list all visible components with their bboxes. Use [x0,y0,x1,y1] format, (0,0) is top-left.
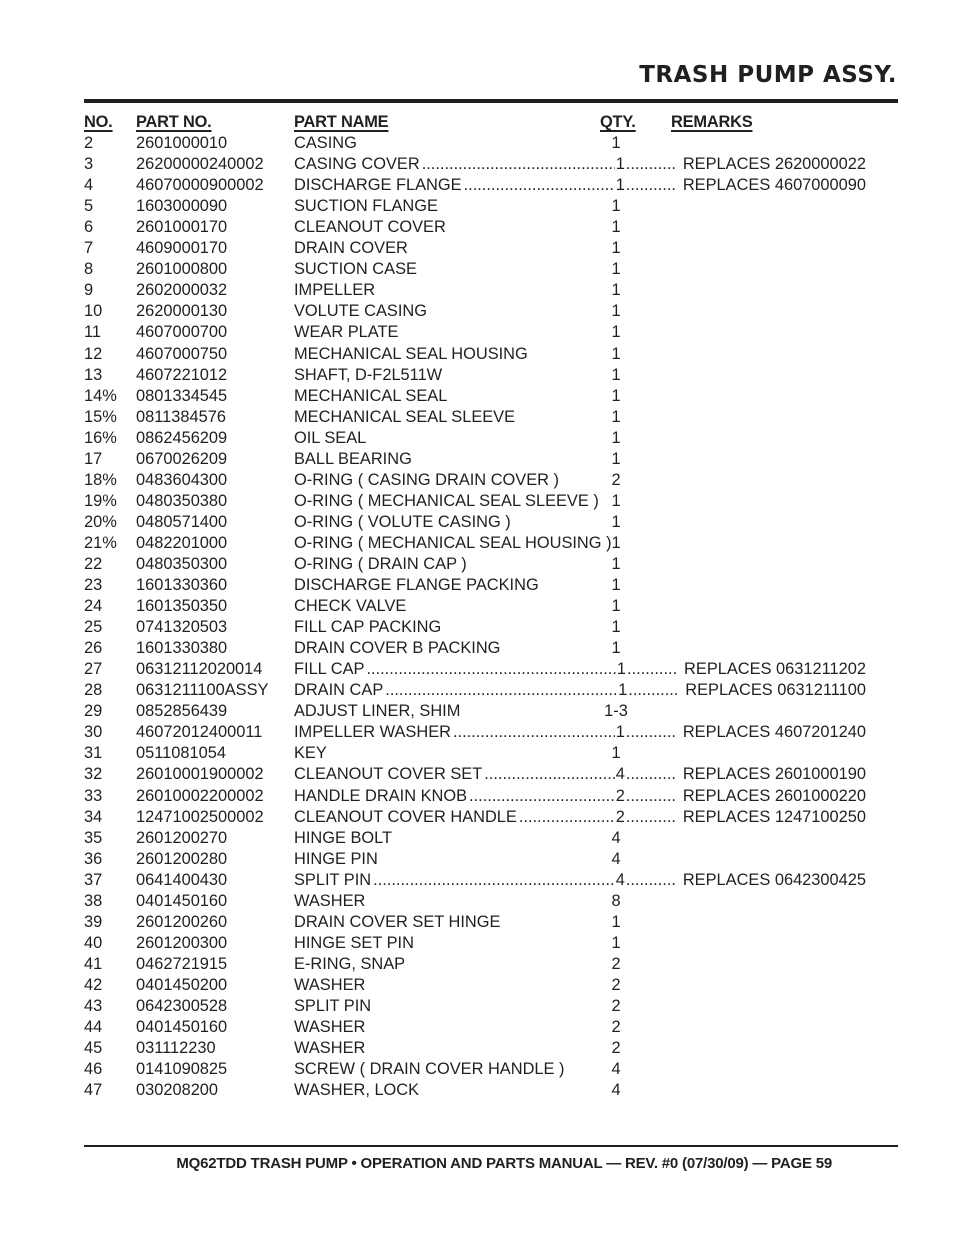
part-name: SHAFT, D-F2L511W [294,365,443,384]
quantity: 2 [611,1039,621,1058]
part-name: O-RING ( DRAIN CAP ) [294,554,467,573]
part-number: 26010001900002 [136,765,264,784]
table-row [84,386,864,407]
table-row [84,470,864,491]
table-row [84,322,864,343]
remarks: REPLACES 4607000090 [682,176,866,195]
item-number: 34 [84,807,103,826]
part-name: ADJUST LINER, SHIM [294,702,461,721]
part-number: 06312112020014 [136,660,263,679]
quantity: 1 [611,491,621,510]
table-row [84,407,864,428]
remarks: REPLACES 2620000022 [682,155,866,174]
quantity: 1 [611,533,621,552]
item-number: 26 [84,639,103,658]
table-row [84,449,864,470]
item-number: 45 [84,1039,103,1058]
item-number: 4 [84,176,94,195]
part-number: 2601000800 [136,260,228,279]
quantity: 1 [611,618,621,637]
quantity: 4 [615,765,625,784]
part-name: HINGE BOLT [294,828,393,847]
part-number: 2620000130 [136,302,228,321]
table-row [84,259,864,280]
part-name: DRAIN CAP [294,681,384,700]
part-name: O-RING ( MECHANICAL SEAL HOUSING ) [294,533,612,552]
part-number: 0480350380 [136,491,228,510]
quantity: 1 [611,365,621,384]
part-number: 1601330380 [136,639,228,658]
dot-leader [626,722,677,743]
quantity: 1 [611,576,621,595]
column-header-part-no: PART NO. [136,113,212,131]
item-number: 30 [84,723,103,742]
table-row [84,870,864,891]
item-number: 37 [84,870,103,889]
part-line-with-remarks [294,786,866,807]
item-number: 41 [84,954,103,973]
item-number: 7 [84,239,94,258]
part-number: 0670026209 [136,449,228,468]
table-row [84,680,864,701]
item-number: 46 [84,1060,103,1079]
item-number: 20% [84,512,117,531]
part-line-with-remarks [294,680,866,701]
part-name: DRAIN COVER B PACKING [294,639,501,658]
part-name: SUCTION CASE [294,260,417,279]
quantity: 4 [611,849,621,868]
dot-leader [519,807,615,828]
item-number: 10 [84,302,103,321]
item-number: 2 [84,134,94,153]
part-name: O-RING ( CASING DRAIN COVER ) [294,470,559,489]
remarks: REPLACES 1247100250 [682,807,866,826]
part-number: 2601200270 [136,828,228,847]
quantity: 2 [615,786,625,805]
remarks: REPLACES 2601000190 [682,765,866,784]
part-name: O-RING ( MECHANICAL SEAL SLEEVE ) [294,491,599,510]
remarks: REPLACES 0631211100 [685,681,866,700]
table-row [84,238,864,259]
table-row [84,912,864,933]
dot-leader [628,680,679,701]
quantity: 4 [615,870,625,889]
part-number: 12471002500002 [136,807,264,826]
part-name: CASING COVER [294,155,420,174]
part-name: HINGE SET PIN [294,933,414,952]
part-line-with-remarks [294,175,866,196]
quantity: 2 [615,807,625,826]
quantity: 4 [611,828,621,847]
remarks: REPLACES 4607201240 [682,723,866,742]
part-number: 0480571400 [136,512,228,531]
part-number: 0811384576 [136,407,226,426]
quantity: 4 [611,1081,621,1100]
item-number: 33 [84,786,103,805]
table-row [84,301,864,322]
item-number: 25 [84,618,103,637]
dot-leader [373,870,615,891]
table-row [84,596,864,617]
item-number: 32 [84,765,103,784]
part-name: SCREW ( DRAIN COVER HANDLE ) [294,1060,565,1079]
part-name: WASHER [294,1018,366,1037]
item-number: 19% [84,491,117,510]
table-row [84,491,864,512]
parts-list-table [84,112,864,1101]
table-row [84,196,864,217]
quantity: 8 [611,891,621,910]
part-name: VOLUTE CASING [294,302,427,321]
dot-leader [626,807,677,828]
footer-divider [84,1145,898,1147]
item-number: 35 [84,828,103,847]
part-number: 0462721915 [136,954,228,973]
quantity: 1 [611,197,621,216]
table-row [84,617,864,638]
table-row [84,1038,864,1059]
part-name: WEAR PLATE [294,323,399,342]
dot-leader [464,175,615,196]
part-number: 0483604300 [136,470,228,489]
part-name: SUCTION FLANGE [294,197,438,216]
table-row [84,1017,864,1038]
part-number: 0641400430 [136,870,228,889]
dot-leader [626,764,677,785]
item-number: 28 [84,681,103,700]
part-name: WASHER [294,891,366,910]
table-row [84,554,864,575]
part-name: CLEANOUT COVER [294,218,446,237]
part-number: 2601200260 [136,912,228,931]
quantity: 2 [611,1018,621,1037]
table-row [84,133,864,154]
part-line-with-remarks [294,154,866,175]
table-header-row [84,112,864,133]
dot-leader [422,154,615,175]
part-name: CHECK VALVE [294,597,407,616]
part-number: 2602000032 [136,281,228,300]
item-number: 14% [84,386,117,405]
part-number: 1601330360 [136,576,228,595]
quantity: 1 [615,155,625,174]
quantity: 4 [611,1060,621,1079]
item-number: 31 [84,744,103,763]
item-number: 23 [84,576,103,595]
quantity: 2 [611,470,621,489]
part-number: 0511081054 [136,744,226,763]
quantity: 1 [611,933,621,952]
part-name: MECHANICAL SEAL [294,386,448,405]
table-row [84,743,864,764]
table-body [84,133,864,1101]
quantity: 1 [611,344,621,363]
quantity: 2 [611,954,621,973]
part-name: WASHER, LOCK [294,1081,420,1100]
part-name: WASHER [294,975,366,994]
dot-leader [366,659,615,680]
table-row [84,175,864,196]
part-number: 2601200300 [136,933,228,952]
part-name: FILL CAP [294,660,365,679]
part-name: BALL BEARING [294,449,412,468]
item-number: 29 [84,702,103,721]
item-number: 13 [84,365,103,384]
part-number: 2601200280 [136,849,228,868]
quantity: 1 [611,449,621,468]
part-name: HANDLE DRAIN KNOB [294,786,468,805]
table-row [84,975,864,996]
part-line-with-remarks [294,722,866,743]
table-row [84,280,864,301]
part-number: 0862456209 [136,428,228,447]
quantity: 1 [611,407,621,426]
table-row [84,365,864,386]
quantity: 1 [615,723,625,742]
quantity: 1 [611,428,621,447]
part-name: O-RING ( VOLUTE CASING ) [294,512,511,531]
table-row [84,512,864,533]
part-number: 0642300528 [136,996,228,1015]
item-number: 5 [84,197,94,216]
part-number: 0401450160 [136,891,228,910]
part-line-with-remarks [294,764,866,785]
part-name: CASING [294,134,357,153]
part-name: E-RING, SNAP [294,954,406,973]
column-header-remarks: REMARKS [671,113,753,131]
column-header-part-name: PART NAME [294,113,389,131]
table-row [84,344,864,365]
part-number: 0631211100ASSY [136,681,269,700]
part-number: 0141090825 [136,1060,228,1079]
part-name: SPLIT PIN [294,870,372,889]
dot-leader [469,786,615,807]
quantity: 1 [618,681,628,700]
table-row [84,786,864,807]
part-number: 030208200 [136,1081,219,1100]
part-name: IMPELLER WASHER [294,723,451,742]
part-name: MECHANICAL SEAL HOUSING [294,344,528,363]
quantity: 1 [611,239,621,258]
page-title: TRASH PUMP ASSY. [639,62,897,88]
part-number: 1603000090 [136,197,228,216]
table-row [84,807,864,828]
quantity: 1 [611,218,621,237]
item-number: 8 [84,260,94,279]
quantity: 1 [611,386,621,405]
dot-leader [626,175,677,196]
table-row [84,891,864,912]
part-number: 1601350350 [136,597,228,616]
table-row [84,764,864,785]
quantity: 1 [611,323,621,342]
part-name: DISCHARGE FLANGE PACKING [294,576,539,595]
quantity: 1 [611,260,621,279]
part-number: 26200000240002 [136,155,264,174]
part-number: 26010002200002 [136,786,264,805]
quantity: 1 [611,302,621,321]
quantity: 1 [615,176,625,195]
part-name: KEY [294,744,327,763]
table-row [84,428,864,449]
table-row [84,849,864,870]
part-name: DRAIN COVER SET HINGE [294,912,501,931]
item-number: 36 [84,849,103,868]
part-number: 0401450200 [136,975,228,994]
dot-leader [626,870,677,891]
table-row [84,828,864,849]
remarks: REPLACES 0631211202 [684,660,866,679]
table-row [84,1080,864,1101]
part-number: 0401450160 [136,1018,228,1037]
table-row [84,154,864,175]
item-number: 11 [84,323,102,342]
item-number: 38 [84,891,103,910]
part-number: 0852856439 [136,702,228,721]
item-number: 43 [84,996,103,1015]
quantity: 2 [611,996,621,1015]
part-name: WASHER [294,1039,366,1058]
part-number: 4607000700 [136,323,228,342]
part-number: 4609000170 [136,239,228,258]
item-number: 12 [84,344,103,363]
item-number: 40 [84,933,103,952]
table-row [84,954,864,975]
quantity: 1 [611,134,621,153]
quantity: 1 [611,597,621,616]
table-row [84,217,864,238]
table-row [84,1059,864,1080]
title-divider [84,99,898,103]
quantity: 1 [611,554,621,573]
part-line-with-remarks [294,870,866,891]
item-number: 21% [84,533,117,552]
item-number: 3 [84,155,94,174]
part-number: 031112230 [136,1039,216,1058]
quantity: 1 [611,744,621,763]
part-number: 46072012400011 [136,723,263,742]
column-header-qty: QTY. [600,113,636,131]
table-row [84,575,864,596]
part-name: DRAIN COVER [294,239,408,258]
item-number: 39 [84,912,103,931]
part-name: CLEANOUT COVER SET [294,765,483,784]
part-number: 4607221012 [136,365,228,384]
part-number: 0482201000 [136,533,228,552]
part-name: CLEANOUT COVER HANDLE [294,807,517,826]
quantity: 1 [611,512,621,531]
item-number: 18% [84,470,117,489]
quantity: 1 [611,639,621,658]
dot-leader [626,786,677,807]
table-row [84,659,864,680]
table-row [84,722,864,743]
part-name: SPLIT PIN [294,996,372,1015]
item-number: 22 [84,554,103,573]
part-line-with-remarks [294,807,866,828]
dot-leader [453,722,615,743]
part-name: IMPELLER [294,281,376,300]
column-header-no: NO. [84,113,113,131]
item-number: 47 [84,1081,103,1100]
part-line-with-remarks [294,659,866,680]
item-number: 42 [84,975,103,994]
part-name: MECHANICAL SEAL SLEEVE [294,407,516,426]
item-number: 6 [84,218,94,237]
item-number: 16% [84,428,117,447]
item-number: 17 [84,449,103,468]
dot-leader [385,680,617,701]
quantity: 1-3 [604,702,628,721]
dot-leader [627,659,678,680]
table-row [84,701,864,722]
part-number: 2601000170 [136,218,228,237]
part-number: 0741320503 [136,618,228,637]
table-row [84,996,864,1017]
part-number: 0480350300 [136,554,228,573]
remarks: REPLACES 0642300425 [682,870,866,889]
part-name: FILL CAP PACKING [294,618,442,637]
item-number: 44 [84,1018,103,1037]
part-number: 2601000010 [136,134,228,153]
part-name: HINGE PIN [294,849,378,868]
item-number: 24 [84,597,103,616]
dot-leader [484,764,614,785]
table-row [84,533,864,554]
remarks: REPLACES 2601000220 [682,786,866,805]
quantity: 1 [611,912,621,931]
page-footer: MQ62TDD TRASH PUMP • OPERATION AND PARTS MANUAL — REV. #0 (07/30/09) — PAGE 59 [176,1155,832,1172]
item-number: 27 [84,660,103,679]
item-number: 15% [84,407,117,426]
part-name: DISCHARGE FLANGE [294,176,462,195]
part-name: OIL SEAL [294,428,367,447]
item-number: 9 [84,281,94,300]
quantity: 1 [611,281,621,300]
table-row [84,933,864,954]
part-number: 46070000900002 [136,176,264,195]
part-number: 4607000750 [136,344,228,363]
dot-leader [626,154,677,175]
quantity: 1 [616,660,627,679]
part-number: 0801334545 [136,386,228,405]
table-row [84,638,864,659]
quantity: 2 [611,975,621,994]
